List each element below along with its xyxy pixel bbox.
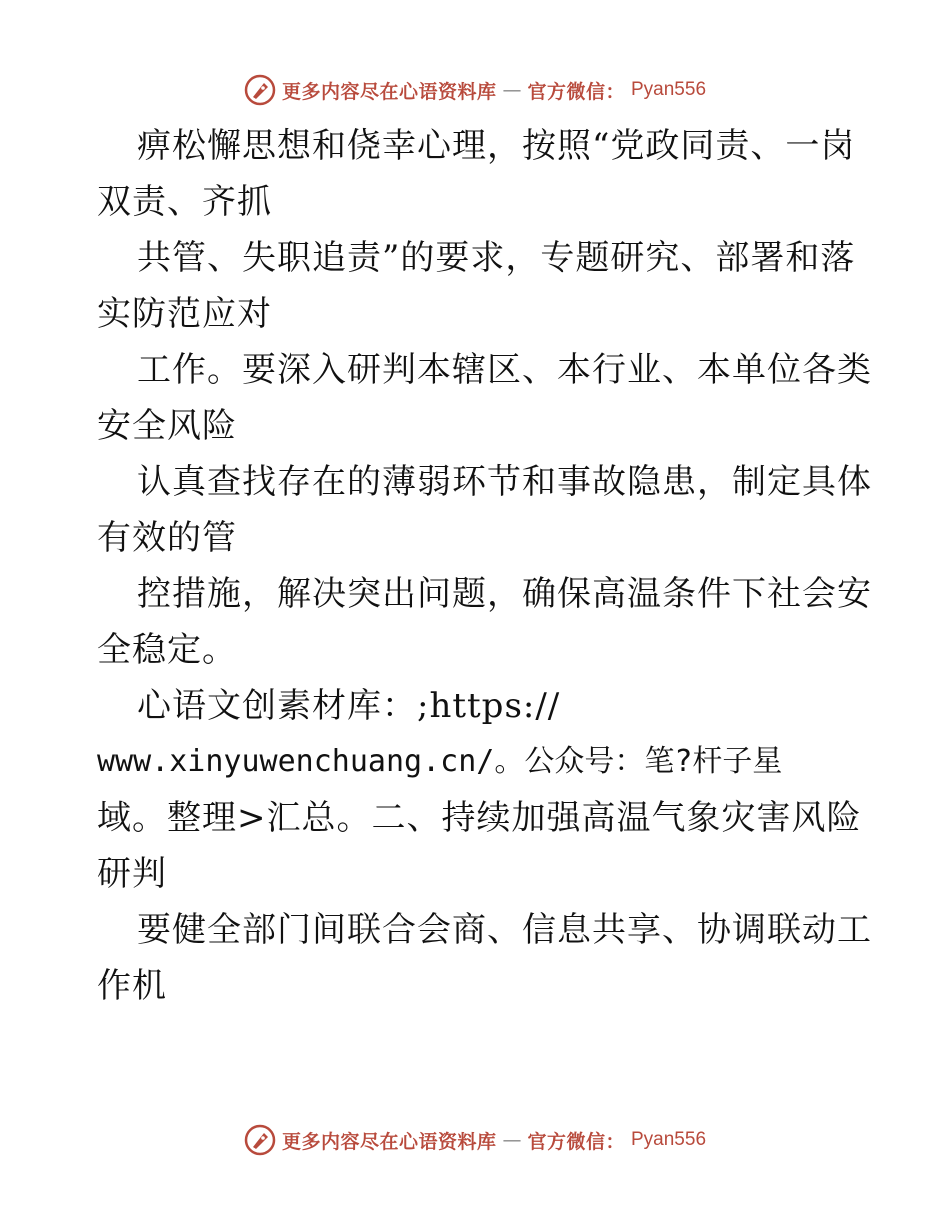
header-watermark bbox=[0, 70, 950, 110]
paragraph-line: 实防范应对 bbox=[97, 294, 272, 334]
paragraph-line: 控措施，解决突出问题，确保高温条件下社会安 bbox=[137, 574, 872, 614]
watermark-separator: — bbox=[502, 79, 522, 101]
paragraph-line: 研判 bbox=[97, 854, 167, 894]
paragraph-line: 作机 bbox=[97, 966, 167, 1006]
paragraph-line: 全稳定。 bbox=[97, 630, 237, 670]
paragraph-line: 心语文创素材库：;https:// bbox=[137, 686, 561, 726]
watermark-text: 更多内容尽在心语资料库 bbox=[281, 1130, 497, 1153]
paragraph-line: 痹松懈思想和侥幸心理，按照“党政同责、一岗 bbox=[137, 126, 856, 166]
watermark-separator: — bbox=[502, 1129, 522, 1151]
paragraph-line: 域。整理>汇总。二、持续加强高温气象灾害风险 bbox=[97, 798, 862, 838]
watermark-text: 更多内容尽在心语资料库 bbox=[281, 80, 497, 103]
paragraph-line: 认真查找存在的薄弱环节和事故隐患，制定具体 bbox=[137, 462, 872, 502]
paragraph-line: www.xinyuwenchuang.cn/。公众号：笔?杆子星 bbox=[97, 744, 783, 779]
watermark-account-id: Pyan556 bbox=[631, 79, 707, 100]
paragraph-line: 有效的管 bbox=[97, 518, 237, 558]
watermark-account-id: Pyan556 bbox=[631, 1129, 707, 1150]
paragraph-line: 要健全部门间联合会商、信息共享、协调联动工 bbox=[137, 910, 872, 950]
watermark-account-label: 官方微信： bbox=[527, 80, 625, 103]
paragraph-line: 共管、失职追责”的要求，专题研究、部署和落 bbox=[137, 238, 856, 278]
paragraph-line: 双责、齐抓 bbox=[97, 182, 272, 222]
paragraph-line: 工作。要深入研判本辖区、本行业、本单位各类 bbox=[137, 350, 872, 390]
pen-nib-logo-icon bbox=[244, 1124, 276, 1156]
pen-nib-logo-icon bbox=[244, 74, 276, 106]
watermark-account-label: 官方微信： bbox=[527, 1130, 625, 1153]
paragraph-line: 安全风险 bbox=[97, 406, 237, 446]
document-body bbox=[97, 118, 872, 1014]
footer-watermark bbox=[0, 1120, 950, 1160]
